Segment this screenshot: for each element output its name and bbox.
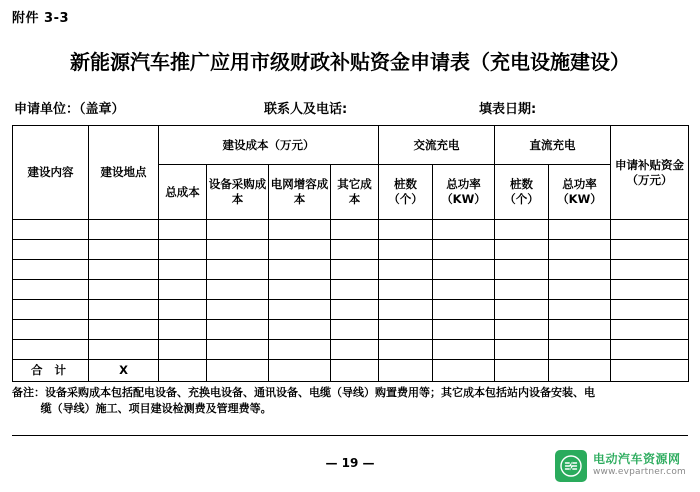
- cell-grid-cost[interactable]: [269, 300, 331, 320]
- col-header-other-cost: 其它成本: [331, 165, 379, 220]
- col-header-dc-piles-label: 桩数: [510, 177, 533, 191]
- cell-dc-power[interactable]: [549, 220, 611, 240]
- cell-ac-piles[interactable]: [379, 280, 433, 300]
- watermark: [555, 450, 686, 482]
- cell-other-cost[interactable]: [331, 240, 379, 260]
- table-row[interactable]: [13, 340, 689, 360]
- cell-ac-piles[interactable]: [379, 240, 433, 260]
- col-header-ac-piles-unit: （个）: [388, 192, 423, 206]
- cell-dc-piles[interactable]: [495, 320, 549, 340]
- attachment-number: 附件 3-3: [12, 11, 70, 26]
- cell-ac-power[interactable]: [433, 220, 495, 240]
- cell-subsidy[interactable]: [611, 320, 689, 340]
- cell-content[interactable]: [13, 300, 89, 320]
- cell-ac-power[interactable]: [433, 280, 495, 300]
- table-row[interactable]: [13, 220, 689, 240]
- cell-other-cost[interactable]: [331, 280, 379, 300]
- cell-dc-power[interactable]: [549, 240, 611, 260]
- col-header-ac-piles-label: 桩数: [394, 177, 417, 191]
- watermark-title: 电动汽车资源网: [592, 452, 681, 466]
- cell-other-cost[interactable]: [331, 300, 379, 320]
- total-row-equipment-cost[interactable]: [207, 360, 269, 382]
- cell-content[interactable]: [13, 260, 89, 280]
- col-header-dc-power-label: 总功率: [562, 177, 597, 191]
- table-total-row[interactable]: [13, 360, 689, 382]
- col-header-ac-power: [433, 165, 495, 220]
- contact-label: 联系人及电话:: [264, 102, 348, 117]
- col-header-location: 建设地点: [89, 126, 159, 220]
- cell-dc-piles[interactable]: [495, 220, 549, 240]
- cell-equipment-cost[interactable]: [207, 260, 269, 280]
- cell-location[interactable]: [89, 280, 159, 300]
- cell-equipment-cost[interactable]: [207, 240, 269, 260]
- total-row-ac-power[interactable]: [433, 360, 495, 382]
- cell-subsidy[interactable]: [611, 260, 689, 280]
- cell-grid-cost[interactable]: [269, 280, 331, 300]
- cell-grid-cost[interactable]: [269, 240, 331, 260]
- table-row[interactable]: [13, 260, 689, 280]
- col-group-dc-charge: 直流充电: [495, 126, 611, 165]
- cell-ac-power[interactable]: [433, 340, 495, 360]
- cell-dc-piles[interactable]: [495, 280, 549, 300]
- total-row-subsidy[interactable]: [611, 360, 689, 382]
- cell-ac-power[interactable]: [433, 260, 495, 280]
- cell-grid-cost[interactable]: [269, 220, 331, 240]
- cell-ac-piles[interactable]: [379, 260, 433, 280]
- cell-other-cost[interactable]: [331, 260, 379, 280]
- page-number: — 19 —: [325, 456, 375, 470]
- col-header-dc-power: [549, 165, 611, 220]
- cell-total-cost[interactable]: [159, 320, 207, 340]
- cell-total-cost[interactable]: [159, 220, 207, 240]
- cell-dc-power[interactable]: [549, 320, 611, 340]
- total-row-dc-piles[interactable]: [495, 360, 549, 382]
- cell-ac-piles[interactable]: [379, 220, 433, 240]
- table-row[interactable]: [13, 300, 689, 320]
- cell-content[interactable]: [13, 340, 89, 360]
- cell-dc-power[interactable]: [549, 280, 611, 300]
- cell-location[interactable]: [89, 320, 159, 340]
- cell-dc-piles[interactable]: [495, 340, 549, 360]
- total-row-ac-piles[interactable]: [379, 360, 433, 382]
- cell-equipment-cost[interactable]: [207, 340, 269, 360]
- col-group-build-cost: 建设成本（万元）: [159, 126, 379, 165]
- cell-ac-piles[interactable]: [379, 320, 433, 340]
- cell-total-cost[interactable]: [159, 280, 207, 300]
- cell-subsidy[interactable]: [611, 340, 689, 360]
- evpartner-logo-icon: [555, 450, 587, 482]
- cell-ac-power[interactable]: [433, 320, 495, 340]
- cell-equipment-cost[interactable]: [207, 320, 269, 340]
- total-row-label: 合 计: [13, 360, 89, 382]
- table-row[interactable]: [13, 240, 689, 260]
- col-header-ac-power-label: 总功率: [446, 177, 481, 191]
- cell-total-cost[interactable]: [159, 340, 207, 360]
- cell-other-cost[interactable]: [331, 320, 379, 340]
- note-line-1: 备注：设备采购成本包括配电设备、充换电设备、通讯设备、电缆（导线）购置费用等；其它成本包括站内设备安装、电: [12, 386, 595, 399]
- cell-content[interactable]: [13, 320, 89, 340]
- table-note: [12, 385, 688, 417]
- table-row[interactable]: [13, 320, 689, 340]
- footer-divider: [12, 435, 688, 436]
- table-row[interactable]: [13, 280, 689, 300]
- cell-grid-cost[interactable]: [269, 340, 331, 360]
- date-label: 填表日期:: [479, 102, 537, 117]
- subsidy-application-table: [12, 125, 689, 382]
- cell-grid-cost[interactable]: [269, 260, 331, 280]
- cell-location[interactable]: [89, 300, 159, 320]
- col-header-dc-power-unit: （KW）: [557, 192, 602, 206]
- cell-subsidy[interactable]: [611, 240, 689, 260]
- col-header-total-cost: 总成本: [159, 165, 207, 220]
- cell-content[interactable]: [13, 220, 89, 240]
- watermark-text: [593, 453, 686, 479]
- cell-other-cost[interactable]: [331, 220, 379, 240]
- col-header-equipment-cost: 设备采购成本: [207, 165, 269, 220]
- form-meta-row: [12, 98, 688, 117]
- cell-ac-piles[interactable]: [379, 300, 433, 320]
- cell-dc-power[interactable]: [549, 340, 611, 360]
- col-header-dc-piles: [495, 165, 549, 220]
- cell-content[interactable]: [13, 240, 89, 260]
- cell-equipment-cost[interactable]: [207, 220, 269, 240]
- cell-dc-piles[interactable]: [495, 240, 549, 260]
- cell-equipment-cost[interactable]: [207, 280, 269, 300]
- total-row-location[interactable]: X: [89, 360, 159, 382]
- cell-total-cost[interactable]: [159, 260, 207, 280]
- cell-ac-power[interactable]: [433, 240, 495, 260]
- cell-location[interactable]: [89, 240, 159, 260]
- cell-location[interactable]: [89, 260, 159, 280]
- cell-location[interactable]: [89, 340, 159, 360]
- cell-dc-piles[interactable]: [495, 260, 549, 280]
- col-header-content: 建设内容: [13, 126, 89, 220]
- page-title: 新能源汽车推广应用市级财政补贴资金申请表（充电设施建设）: [70, 50, 630, 74]
- cell-dc-power[interactable]: [549, 260, 611, 280]
- col-header-subsidy: 申请补贴资金（万元）: [611, 126, 689, 220]
- cell-equipment-cost[interactable]: [207, 300, 269, 320]
- cell-ac-piles[interactable]: [379, 340, 433, 360]
- cell-ac-power[interactable]: [433, 300, 495, 320]
- col-header-ac-piles: [379, 165, 433, 220]
- col-header-ac-power-unit: （KW）: [441, 192, 486, 206]
- total-row-dc-power[interactable]: [549, 360, 611, 382]
- cell-dc-piles[interactable]: [495, 300, 549, 320]
- col-group-ac-charge: 交流充电: [379, 126, 495, 165]
- cell-grid-cost[interactable]: [269, 320, 331, 340]
- cell-total-cost[interactable]: [159, 300, 207, 320]
- watermark-url: www.evpartner.com: [592, 467, 686, 477]
- cell-subsidy[interactable]: [611, 300, 689, 320]
- table-header-group-row: [13, 126, 689, 165]
- cell-dc-power[interactable]: [549, 300, 611, 320]
- cell-subsidy[interactable]: [611, 220, 689, 240]
- col-header-grid-cost: 电网增容成本: [269, 165, 331, 220]
- table-body: [13, 220, 689, 382]
- cell-subsidy[interactable]: [611, 280, 689, 300]
- note-line-2: 缆（导线）施工、项目建设检测费及管理费等。: [40, 402, 272, 415]
- total-row-other-cost[interactable]: [331, 360, 379, 382]
- cell-total-cost[interactable]: [159, 240, 207, 260]
- col-header-dc-piles-unit: （个）: [504, 192, 539, 206]
- cell-content[interactable]: [13, 280, 89, 300]
- total-row-grid-cost[interactable]: [269, 360, 331, 382]
- cell-location[interactable]: [89, 220, 159, 240]
- applicant-label: 申请单位：（盖章）: [14, 102, 125, 117]
- total-row-total-cost[interactable]: [159, 360, 207, 382]
- cell-other-cost[interactable]: [331, 340, 379, 360]
